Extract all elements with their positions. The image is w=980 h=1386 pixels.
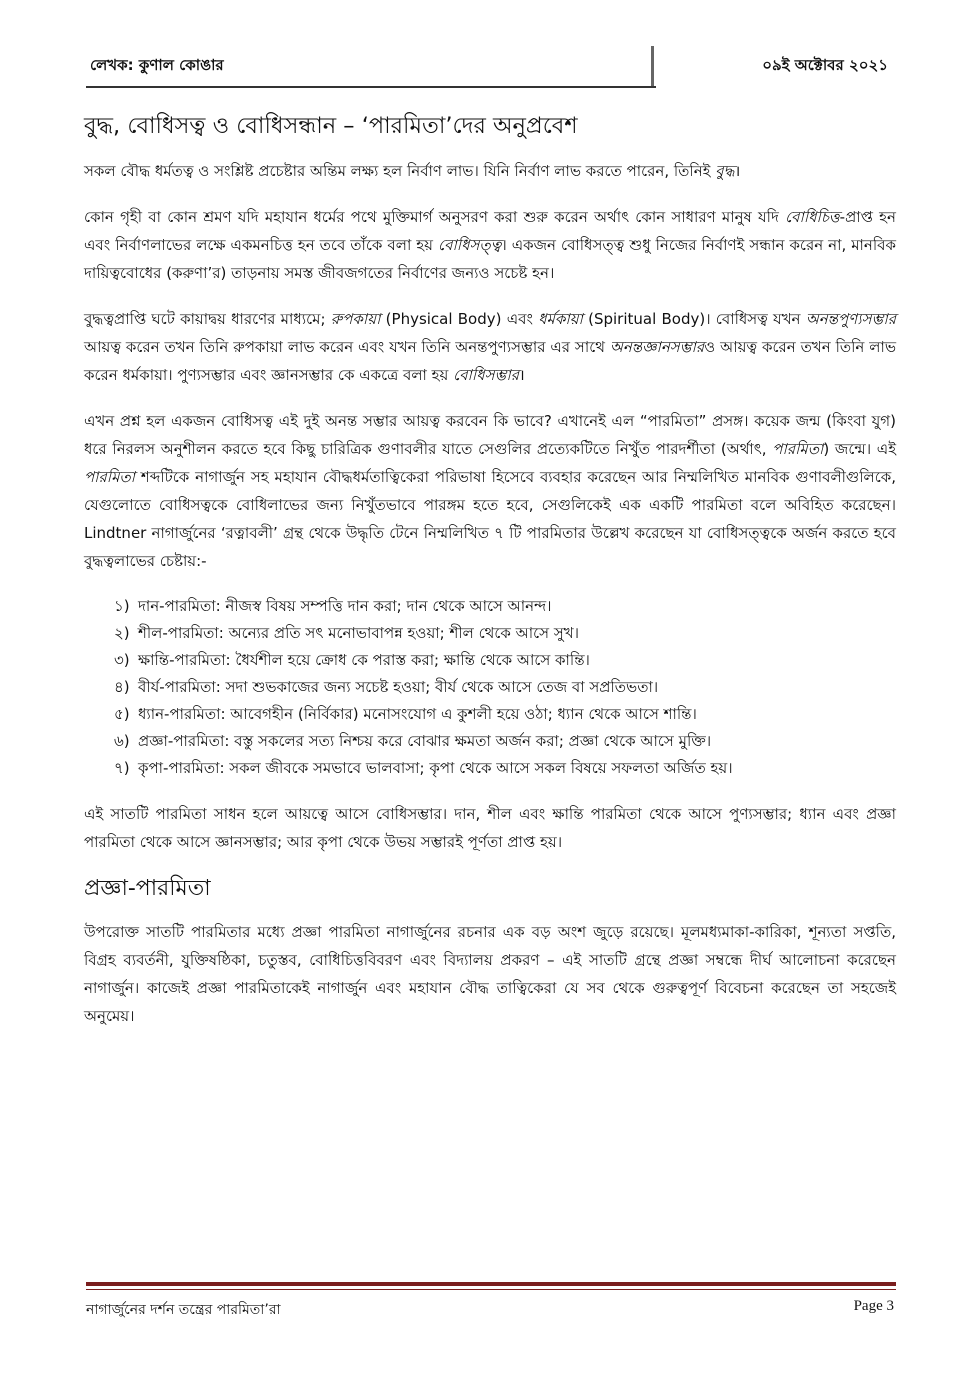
list-number: ৫) (114, 704, 130, 723)
list-item (114, 593, 896, 620)
list-item (114, 755, 896, 782)
list-number: ৬) (114, 731, 130, 750)
header-date: ০৯ই অক্টোবর ২০২১ (762, 56, 888, 74)
text-segment: আয়ত্ব করেন তখন তিনি রুপকায়া লাভ করেন এবং যখন তিনি অনন্তপুণ্যসম্ভার এর সাথে (84, 337, 610, 356)
italic-term: বোধিসম্ভার (453, 365, 519, 384)
italic-term: পারমিতা (84, 467, 136, 486)
text-segment: কোন গৃহী বা কোন শ্রমণ যদি মহাযান ধর্মের পথে মুক্তিমার্গ অনুসরণ করা শুরু করেন অর্থাৎ কোন সাধারণ মানুষ যদি (84, 207, 786, 226)
text-segment: । (734, 161, 741, 180)
italic-term: বোধিচিত্ত (785, 207, 840, 226)
list-item (114, 674, 896, 701)
footer-rule-thin (86, 1289, 896, 1290)
paragraph-kaya (84, 305, 896, 389)
text-segment: বুদ্ধত্বপ্রাপ্তি ঘটে কায়াদ্বয় ধারণের মাধ্যমে; (84, 309, 331, 328)
paragraph-bodhisambhara: এই সাতটি পারমিতা সাধন হলে আয়ত্বে আসে বোধিসম্ভার। দান, শীল এবং ক্ষান্তি পারমিতা থেকে আসে পুণ্যসম্ভার; ধ্যান এবং প্রজ্ঞা পারমিতা থেকে আসে জ্ঞানসম্ভার; আর কৃপা থেকে উভয় সম্ভারই পূর্ণতা প্রাপ্ত হয়। (84, 804, 896, 851)
italic-term: অনন্তজ্ঞানসম্ভার (609, 337, 705, 356)
section-heading: প্রজ্ঞা-পারমিতা (84, 875, 211, 901)
paragraph-prajna: উপরোক্ত সাতটি পারমিতার মধ্যে প্রজ্ঞা পারমিতা নাগার্জুনের রচনার এক বড় অংশ জুড়ে রয়েছে। মূলমধ্যমাকা-কারিকা, শূন্যতা সপ্ততি, বিগ্রহ ব্যবর্তনী, যুক্তিষষ্ঠিকা, চতুস্তব, বোধিচিত্তবিবরণ এবং বিদ্যালয় প্রকরণ – এই সাতটি গ্রন্থে প্রজ্ঞা সম্বন্ধে দীর্ঘ আলোচনা করেছেন নাগার্জুন। কাজেই প্রজ্ঞা পারমিতাকেই নাগার্জুন এবং মহাযান বৌদ্ধ তাত্বিকেরা যে সব থেকে গুরুত্বপূর্ণ বিবেচনা করেছেন তা সহজেই অনুমেয়। (84, 923, 896, 1026)
list-text: ক্ষান্তি-পারমিতা: ধৈর্যশীল হয়ে ক্রোধ কে পরাস্ত করা; ক্ষান্তি থেকে আসে কান্তি। (138, 650, 590, 669)
paramita-list (114, 593, 896, 782)
italic-term: বোধিসত্ত্ব (438, 235, 502, 254)
paragraph-nirvana (84, 157, 896, 185)
italic-term: বুদ্ধ (715, 161, 735, 180)
list-text: প্রজ্ঞা-পারমিতা: বস্তু সকলের সত্য নিশ্চয় করে বোঝার ক্ষমতা অর্জন করা; প্রজ্ঞা থেকে আসে মুক্তি। (138, 731, 712, 750)
list-number: ৭) (114, 758, 130, 777)
list-text: বীর্য-পারমিতা: সদা শুভকাজের জন্য সচেষ্ট হওয়া; বীর্য থেকে আসে তেজ বা সপ্রতিভতা। (138, 677, 659, 696)
page-number: Page 3 (853, 1298, 894, 1314)
text-segment: শব্দটিকে নাগার্জুন সহ মহাযান বৌদ্ধধর্মতাত্বিকেরা পরিভাষা হিসেবে ব্যবহার করেছেন আর নিম্মলিখিত মানবিক গুণাবলীগুলিকে, যেগুলোতে বোধিসত্বকে বোধিলাভের জন্য নিখুঁতভাবে পারঙ্গম হতে হবে, সেগুলিকেই এক একটি পারমিতা বলে অবিহিত করেছেন। Lindtner নাগার্জুনের ‘রত্নাবলী’ গ্রন্থ থেকে উদ্ধৃতি টেনে নিম্মলিখিত ৭ টি পারমিতার উল্লেখ করেছেন যা বোধিসত্ত্বকে অর্জন করতে হবে বুদ্ধত্বলাভের চেষ্টায়:- (84, 467, 896, 570)
italic-term: পারমিতা (772, 439, 824, 458)
italic-term: অনন্তপুণ্যসম্ভার (805, 309, 896, 328)
list-item (114, 728, 896, 755)
text-segment: । একজন বোধিসত্ত্ব শুধু নিজের নির্বাণই সন্ধান করেন না, মানবিক দায়িত্ববোধের (করুণা’র) তাড়নায় সমস্ত জীবজগতের নির্বাণের জন্যও সচেষ্ট হন। (84, 235, 896, 282)
list-text: শীল-পারমিতা: অন্যের প্রতি সৎ মনোভাবাপন্ন হওয়া; শীল থেকে আসে সুখ। (138, 623, 579, 642)
list-item (114, 620, 896, 647)
text-segment: -প্রাপ্ত হন এবং নির্বাণলাভের লক্ষে একমনচিত্ত হন তবে তাঁকে বলা হয় (84, 207, 896, 254)
text-segment: ) জন্মে। এই (823, 439, 896, 458)
list-text: দান-পারমিতা: নীজস্ব বিষয় সম্পত্তি দান করা; দান থেকে আসে আনন্দ। (138, 596, 552, 615)
text-segment: (Spiritual Body)। বোধিসত্ব যখন (582, 309, 806, 328)
italic-term: রুপকায়া (330, 309, 381, 328)
italic-term: ধর্মকায়া (538, 309, 583, 328)
text-segment: । (518, 365, 525, 384)
page-title: বুদ্ধ, বোধিসত্ব ও বোধিসন্ধান – ‘পারমিতা’দের অনুপ্রবেশ (84, 113, 578, 139)
page-header (86, 40, 896, 88)
header-separator (651, 46, 654, 86)
footer-rule-thick (86, 1282, 896, 1286)
paragraph-paramita-intro (84, 407, 896, 575)
page-content (84, 110, 896, 1048)
list-text: ধ্যান-পারমিতা: আবেগহীন (নির্বিকার) মনোসংযোগ এ কুশলী হয়ে ওঠা; ধ্যান থেকে আসে শান্তি। (138, 704, 697, 723)
paragraph-bodhisattva (84, 203, 896, 287)
list-number: ৪) (114, 677, 130, 696)
list-number: ১) (114, 596, 130, 615)
text-segment: (Physical Body) এবং (380, 309, 539, 328)
list-number: ৩) (114, 650, 130, 669)
author-label: লেখক: কুণাল কোঙার (90, 56, 224, 74)
list-item (114, 647, 896, 674)
text-segment: ও আয়ত্ব করেন তখন তিনি লাভ করেন ধর্মকায়া। পুণ্যসম্ভার এবং জ্ঞানসম্ভার কে একত্রে বলা হয় (84, 337, 896, 384)
list-text: কৃপা-পারমিতা: সকল জীবকে সমভাবে ভালবাসা; কৃপা থেকে আসে সকল বিষয়ে সফলতা অর্জিত হয়। (138, 758, 733, 777)
list-number: ২) (114, 623, 130, 642)
text-segment: সকল বৌদ্ধ ধর্মতত্ব ও সংশ্লিষ্ট প্রচেষ্টার অন্তিম লক্ষ্য হল নির্বাণ লাভ। যিনি নির্বাণ লাভ করতে পারেন, তিনিই (84, 161, 716, 180)
footer-title: নাগার্জুনের দর্শন তন্ত্রের পারমিতা’রা (86, 1302, 281, 1318)
list-item (114, 701, 896, 728)
text-segment: এখন প্রশ্ন হল একজন বোধিসত্ব এই দুই অনন্ত সম্ভার আয়ত্ব করবেন কি ভাবে? এখানেই এল “পারমিতা” প্রসঙ্গ। কয়েক জন্ম (কিংবা যুগ) ধরে নিরলস অনুশীলন করতে হবে কিছু চারিত্রিক গুণাবলীর যাতে সেগুলির প্রত্যেকটিতে নিখুঁত পারদর্শীতা (অর্থাৎ, (84, 411, 896, 458)
header-rule (86, 86, 656, 88)
